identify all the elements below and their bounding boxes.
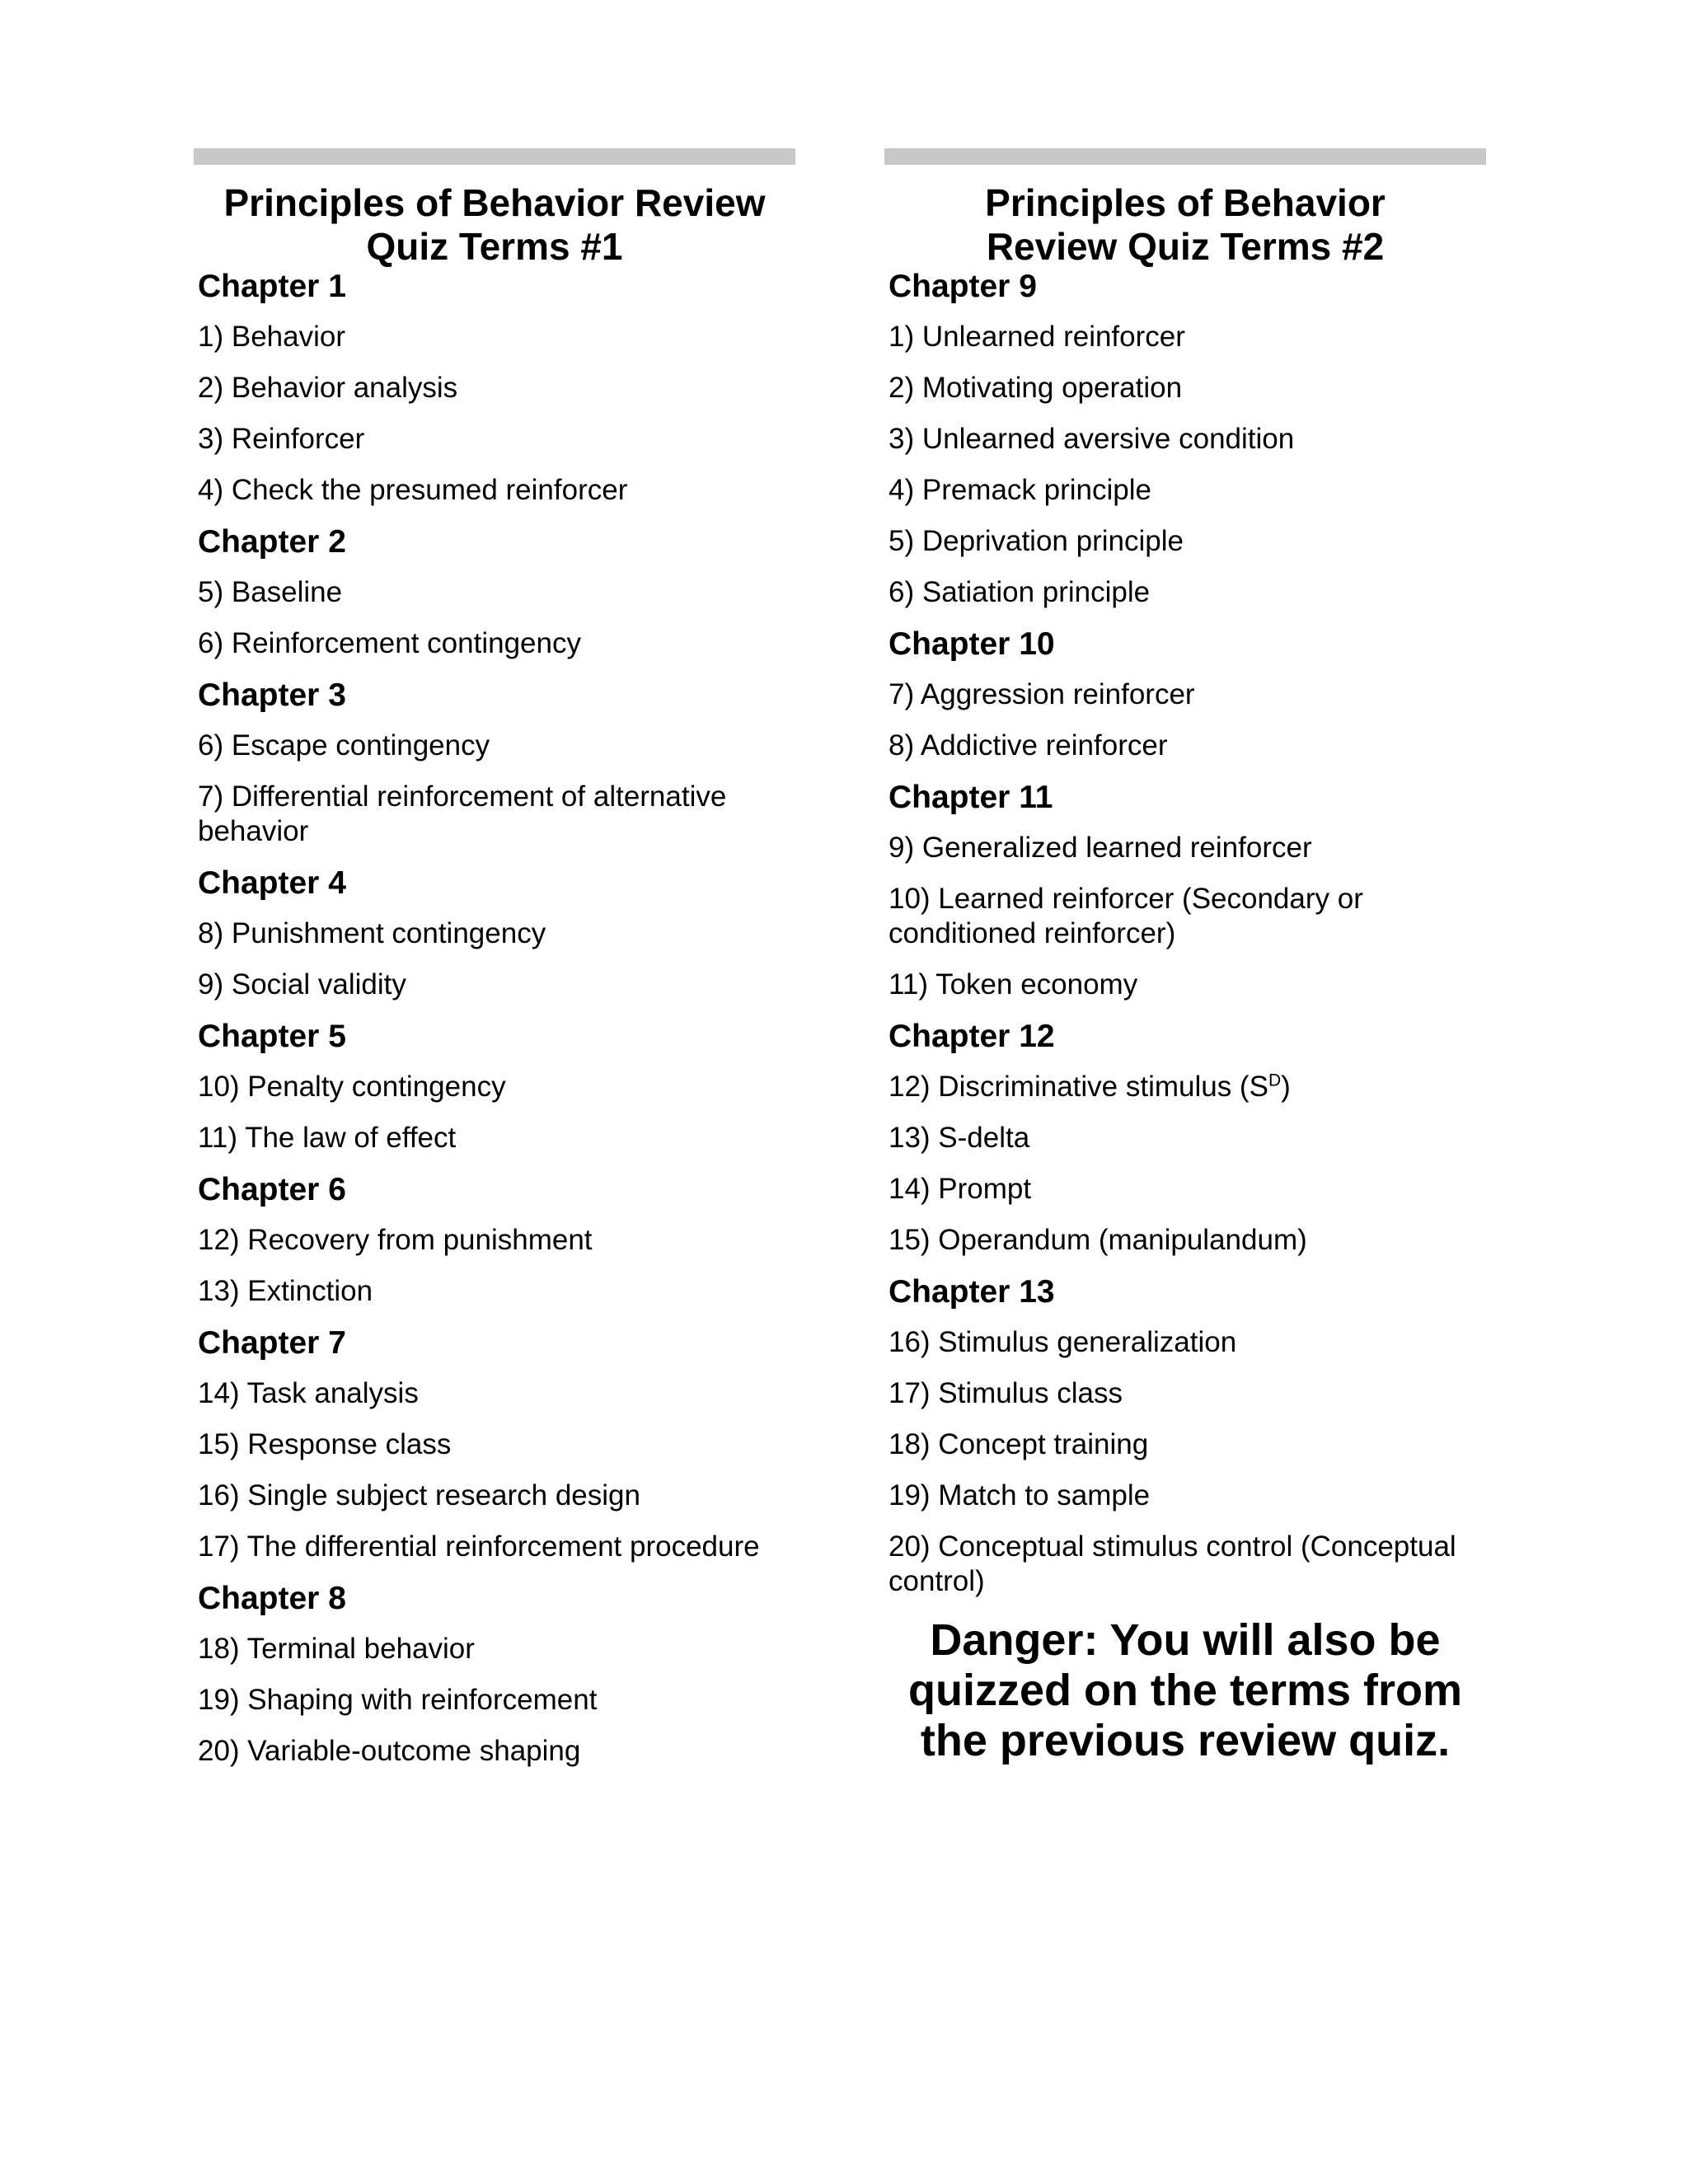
- right-title-line-1: Principles of Behavior: [985, 181, 1386, 224]
- right-title-line-2: Review Quiz Terms #2: [986, 225, 1385, 268]
- chapter-heading: Chapter 2: [198, 524, 346, 560]
- term-item: 9) Generalized learned reinforcer: [889, 832, 1312, 864]
- term-item: 10) Penalty contingency: [198, 1071, 506, 1103]
- term-item: 6) Reinforcement contingency: [198, 627, 581, 659]
- chapter-heading: Chapter 13: [889, 1274, 1055, 1310]
- right-term-list: [884, 269, 1486, 1599]
- chapter-heading: Chapter 7: [198, 1325, 346, 1361]
- term-item: 10) Learned reinforcer (Secondary or conditioned reinforcer): [889, 883, 1363, 949]
- chapter-heading: Chapter 3: [198, 677, 346, 713]
- left-column: [194, 148, 795, 1785]
- term-item: 13) S-delta: [889, 1122, 1030, 1154]
- term-item: 17) Stimulus class: [889, 1377, 1123, 1409]
- left-title-line-1: Principles of Behavior Review: [223, 181, 766, 224]
- term-item: 19) Match to sample: [889, 1479, 1151, 1511]
- term-item: 3) Reinforcer: [198, 423, 365, 455]
- chapter-heading: Chapter 9: [889, 269, 1037, 304]
- term-item: 20) Variable-outcome shaping: [198, 1735, 581, 1767]
- term-item: 9) Social validity: [198, 968, 406, 1001]
- chapter-heading: Chapter 10: [889, 626, 1055, 662]
- right-header-bar: [884, 148, 1486, 165]
- term-item: 11) The law of effect: [198, 1122, 457, 1154]
- term-item: 3) Unlearned aversive condition: [889, 423, 1295, 455]
- term-item: 5) Baseline: [198, 576, 343, 608]
- chapter-heading: Chapter 1: [198, 269, 346, 304]
- term-item: 6) Escape contingency: [198, 729, 490, 762]
- danger-line-2: quizzed on the terms from: [907, 1666, 1463, 1715]
- term-item: 19) Shaping with reinforcement: [198, 1684, 598, 1716]
- right-title: [884, 181, 1486, 269]
- term-item: 15) Operandum (manipulandum): [889, 1224, 1307, 1256]
- left-title: [194, 181, 795, 269]
- term-item-discriminative-stimulus: [884, 1070, 1486, 1104]
- term-item: 2) Motivating operation: [889, 372, 1183, 404]
- left-term-list: [194, 269, 795, 1769]
- term-item: 16) Stimulus generalization: [889, 1326, 1237, 1358]
- term-item: 8) Addictive reinforcer: [889, 729, 1168, 762]
- term-item: 11) Token economy: [889, 968, 1138, 1001]
- chapter-heading: Chapter 5: [198, 1019, 346, 1054]
- term-item: 18) Terminal behavior: [198, 1633, 475, 1665]
- danger-line-3: the previous review quiz.: [920, 1716, 1451, 1765]
- left-title-line-2: Quiz Terms #1: [366, 225, 623, 268]
- term-text: 12) Discriminative stimulus (S: [889, 1071, 1268, 1103]
- chapter-heading: Chapter 6: [198, 1172, 346, 1207]
- term-item: 15) Response class: [198, 1428, 452, 1460]
- term-item: 1) Behavior: [198, 321, 345, 353]
- term-item: 8) Punishment contingency: [198, 917, 546, 949]
- chapter-heading: Chapter 12: [889, 1019, 1055, 1054]
- danger-line-1: Danger: You will also be: [930, 1615, 1441, 1665]
- term-item: 2) Behavior analysis: [198, 372, 458, 404]
- term-item: 1) Unlearned reinforcer: [889, 321, 1185, 353]
- term-item: 4) Check the presumed reinforcer: [198, 474, 628, 506]
- term-item: 4) Premack principle: [889, 474, 1151, 506]
- left-header-bar: [194, 148, 795, 165]
- term-item: 13) Extinction: [198, 1275, 373, 1307]
- term-close-paren: ): [1281, 1071, 1291, 1103]
- term-item: 12) Recovery from punishment: [198, 1224, 593, 1256]
- chapter-heading: Chapter 8: [198, 1581, 346, 1616]
- term-item: 18) Concept training: [889, 1428, 1149, 1460]
- chapter-heading: Chapter 11: [889, 780, 1053, 815]
- term-item: 20) Conceptual stimulus control (Conceptual control): [889, 1530, 1456, 1597]
- term-item: 17) The differential reinforcement procedure: [198, 1530, 760, 1563]
- term-item: 14) Task analysis: [198, 1377, 419, 1409]
- chapter-heading: Chapter 4: [198, 865, 346, 901]
- term-item: 16) Single subject research design: [198, 1479, 640, 1511]
- term-item: 5) Deprivation principle: [889, 525, 1184, 557]
- danger-notice: [884, 1615, 1486, 1766]
- term-item: 14) Prompt: [889, 1173, 1032, 1205]
- sd-superscript: D: [1268, 1071, 1282, 1090]
- right-column: [884, 148, 1486, 1766]
- term-item: 7) Aggression reinforcer: [889, 678, 1195, 710]
- term-item: 7) Differential reinforcement of alternative behavior: [198, 780, 727, 847]
- term-item: 6) Satiation principle: [889, 576, 1151, 608]
